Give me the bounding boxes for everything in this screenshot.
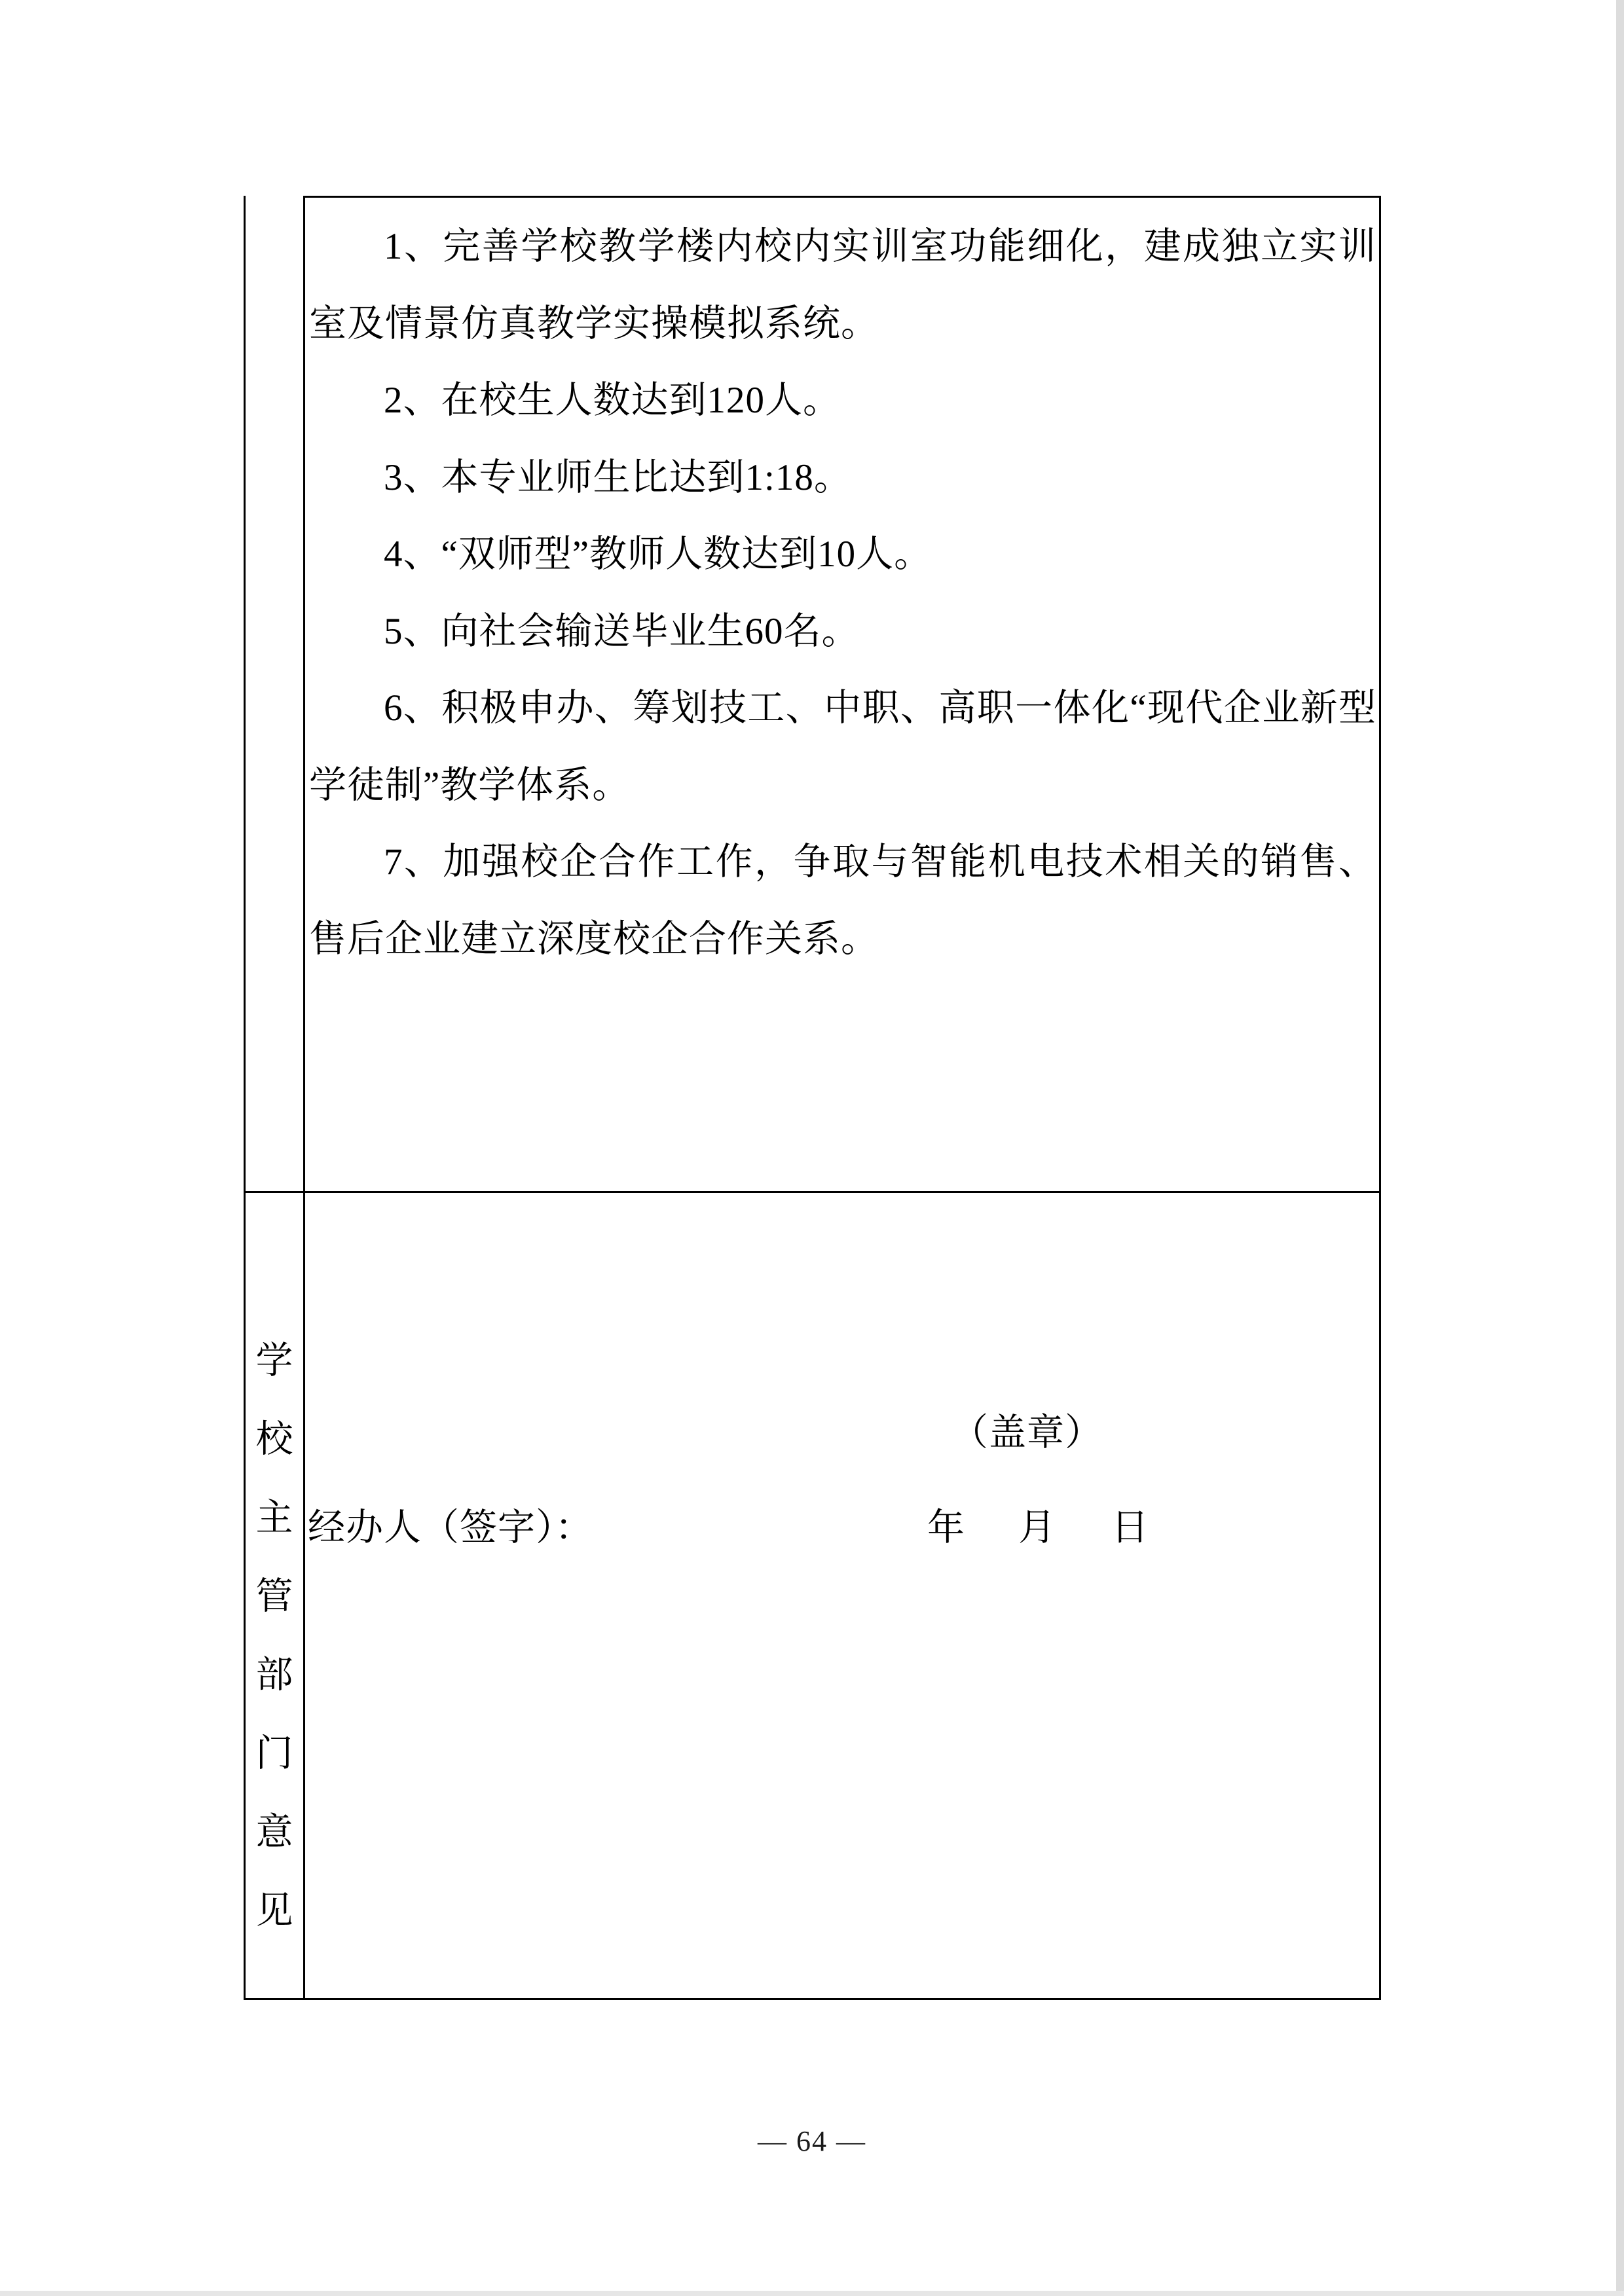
department-opinion-cell	[303, 1193, 1381, 2000]
year-label: 年	[927, 1507, 965, 1548]
objective-item-4: 4、“双师型”教师人数达到10人。	[384, 534, 932, 575]
vertical-label-char: 校	[255, 1419, 293, 1460]
department-opinion-label-cell	[244, 1193, 303, 2000]
vertical-label-char: 部	[255, 1654, 293, 1696]
upper-label-cell	[244, 196, 303, 1191]
objective-item-1: 1、完善学校教学楼内校内实训室功能细化，建成独立实训室及情景仿真教学实操模拟系统。	[309, 226, 1376, 344]
objective-item-3: 3、本专业师生比达到1:18。	[384, 456, 852, 498]
day-label: 日	[1111, 1507, 1149, 1548]
handler-signature-label: 经办人（签字）：	[308, 1507, 593, 1548]
objective-item-2: 2、在校生人数达到120人。	[384, 380, 841, 421]
vertical-label-char: 意	[255, 1812, 293, 1853]
month-label: 月	[1018, 1507, 1056, 1548]
objective-item-7: 7、加强校企合作工作，争取与智能机电技术相关的销售、售后企业建立深度校企合作关系。	[309, 841, 1376, 960]
vertical-label-char: 见	[255, 1890, 293, 1931]
scan-edge-bottom	[0, 2291, 1624, 2296]
vertical-label-char: 主	[255, 1497, 293, 1539]
seal-label: （盖章）	[951, 1412, 1103, 1453]
vertical-label-char: 学	[255, 1340, 293, 1381]
page-number: — 64 —	[758, 2125, 866, 2157]
vertical-label-char: 管	[255, 1576, 293, 1617]
scan-edge-right	[1616, 0, 1624, 2296]
objective-item-5: 5、向社会输送毕业生60名。	[384, 610, 860, 652]
objective-item-6: 6、积极申办、筹划技工、中职、高职一体化“现代企业新型学徒制”教学体系。	[309, 687, 1376, 806]
vertical-label-char: 门	[255, 1733, 293, 1774]
date-line	[927, 1509, 1149, 1546]
objectives-cell	[303, 196, 1381, 1191]
